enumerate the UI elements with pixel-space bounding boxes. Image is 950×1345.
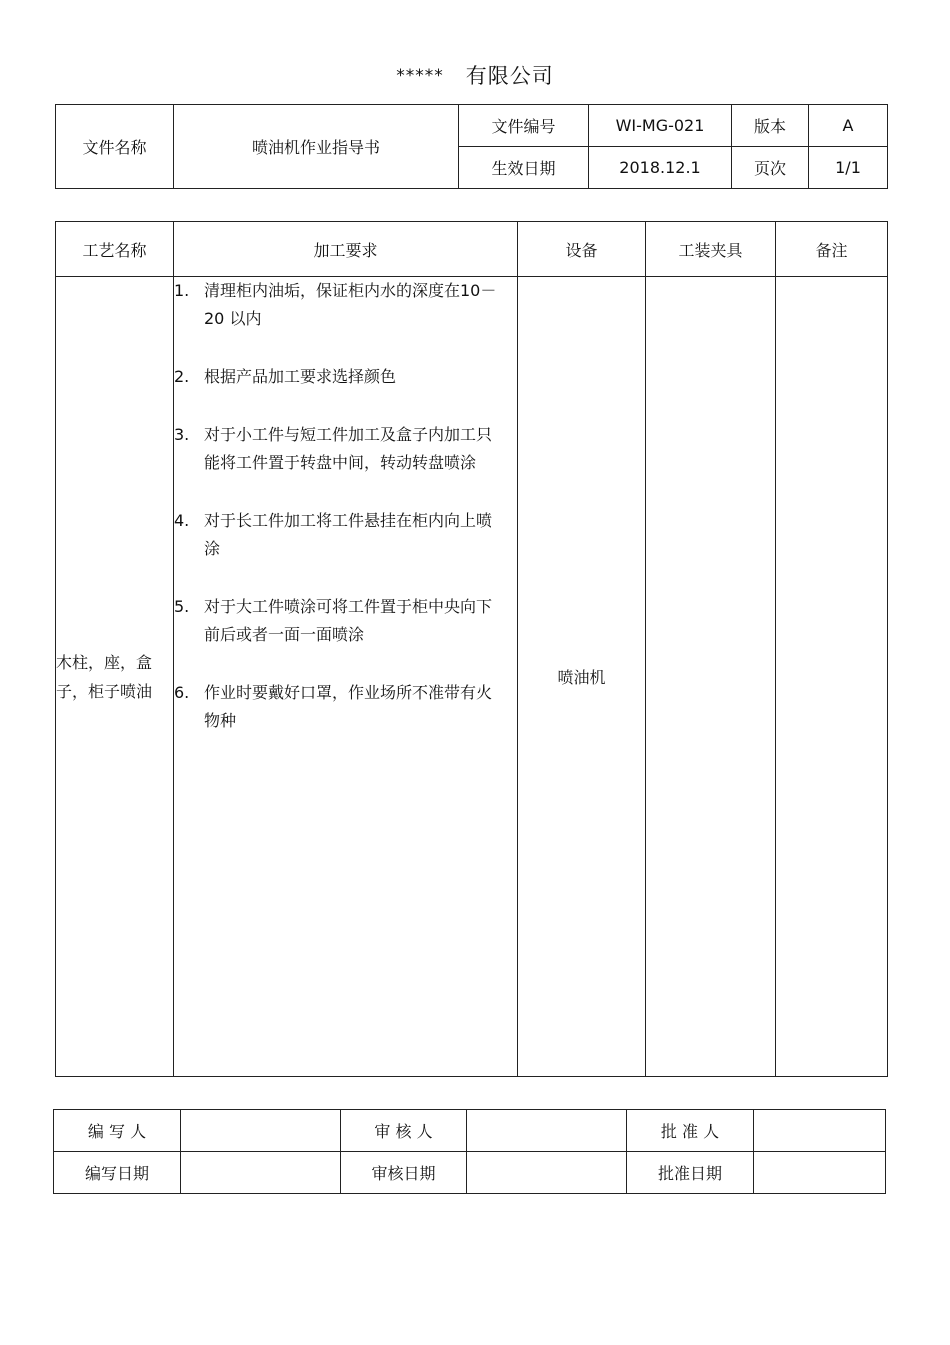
remark-cell: [776, 277, 888, 1077]
signoff-table: [53, 1109, 886, 1194]
list-item: 5. 对于大工件喷涂可将工件置于柜中央向下前后或者一面一面喷涂: [174, 597, 493, 644]
page-value: 1/1: [809, 147, 888, 189]
process-name-cell: 木柱，座，盒子，柜子喷油: [56, 277, 174, 1077]
col-equipment: 设备: [518, 222, 646, 277]
reviewer-label: 审 核 人: [341, 1110, 467, 1152]
approve-date-field[interactable]: [754, 1152, 886, 1194]
reviewer-field[interactable]: [467, 1110, 627, 1152]
col-process-name: 工艺名称: [56, 222, 174, 277]
list-item: 1. 清理柜内油垢，保证柜内水的深度在10－20 以内: [174, 281, 497, 328]
approver-field[interactable]: [754, 1110, 886, 1152]
list-item: 3. 对于小工件与短工件加工及盒子内加工只能将工件置于转盘中间，转动转盘喷涂: [174, 425, 493, 472]
write-date-field[interactable]: [181, 1152, 341, 1194]
effective-date-value: 2018.12.1: [589, 147, 732, 189]
writer-field[interactable]: [181, 1110, 341, 1152]
process-table: [55, 221, 888, 1077]
col-requirements: 加工要求: [174, 222, 518, 277]
equipment-cell: 喷油机: [518, 277, 646, 1077]
fixture-cell: [646, 277, 776, 1077]
list-item: 4. 对于长工件加工将工件悬挂在柜内向上喷涂: [174, 511, 493, 558]
col-fixture: 工装夹具: [646, 222, 776, 277]
doc-name-value: 喷油机作业指导书: [174, 105, 459, 189]
review-date-field[interactable]: [467, 1152, 627, 1194]
doc-no-value: WI-MG-021: [589, 105, 732, 147]
requirements-cell: [174, 277, 518, 1077]
document-title: [0, 60, 950, 90]
company-stars: *****: [396, 66, 444, 86]
list-item: 6. 作业时要戴好口罩，作业场所不准带有火物种: [174, 683, 493, 730]
document-header-table: [55, 104, 888, 189]
write-date-label: 编写日期: [54, 1152, 181, 1194]
approve-date-label: 批准日期: [627, 1152, 754, 1194]
doc-name-label: 文件名称: [56, 105, 174, 189]
doc-no-label: 文件编号: [459, 105, 589, 147]
col-remark: 备注: [776, 222, 888, 277]
writer-label: 编 写 人: [54, 1110, 181, 1152]
version-value: A: [809, 105, 888, 147]
page-label: 页次: [732, 147, 809, 189]
review-date-label: 审核日期: [341, 1152, 467, 1194]
list-item: 2. 根据产品加工要求选择颜色: [174, 367, 397, 386]
version-label: 版本: [732, 105, 809, 147]
effective-date-label: 生效日期: [459, 147, 589, 189]
company-name: 有限公司: [465, 64, 554, 88]
approver-label: 批 准 人: [627, 1110, 754, 1152]
